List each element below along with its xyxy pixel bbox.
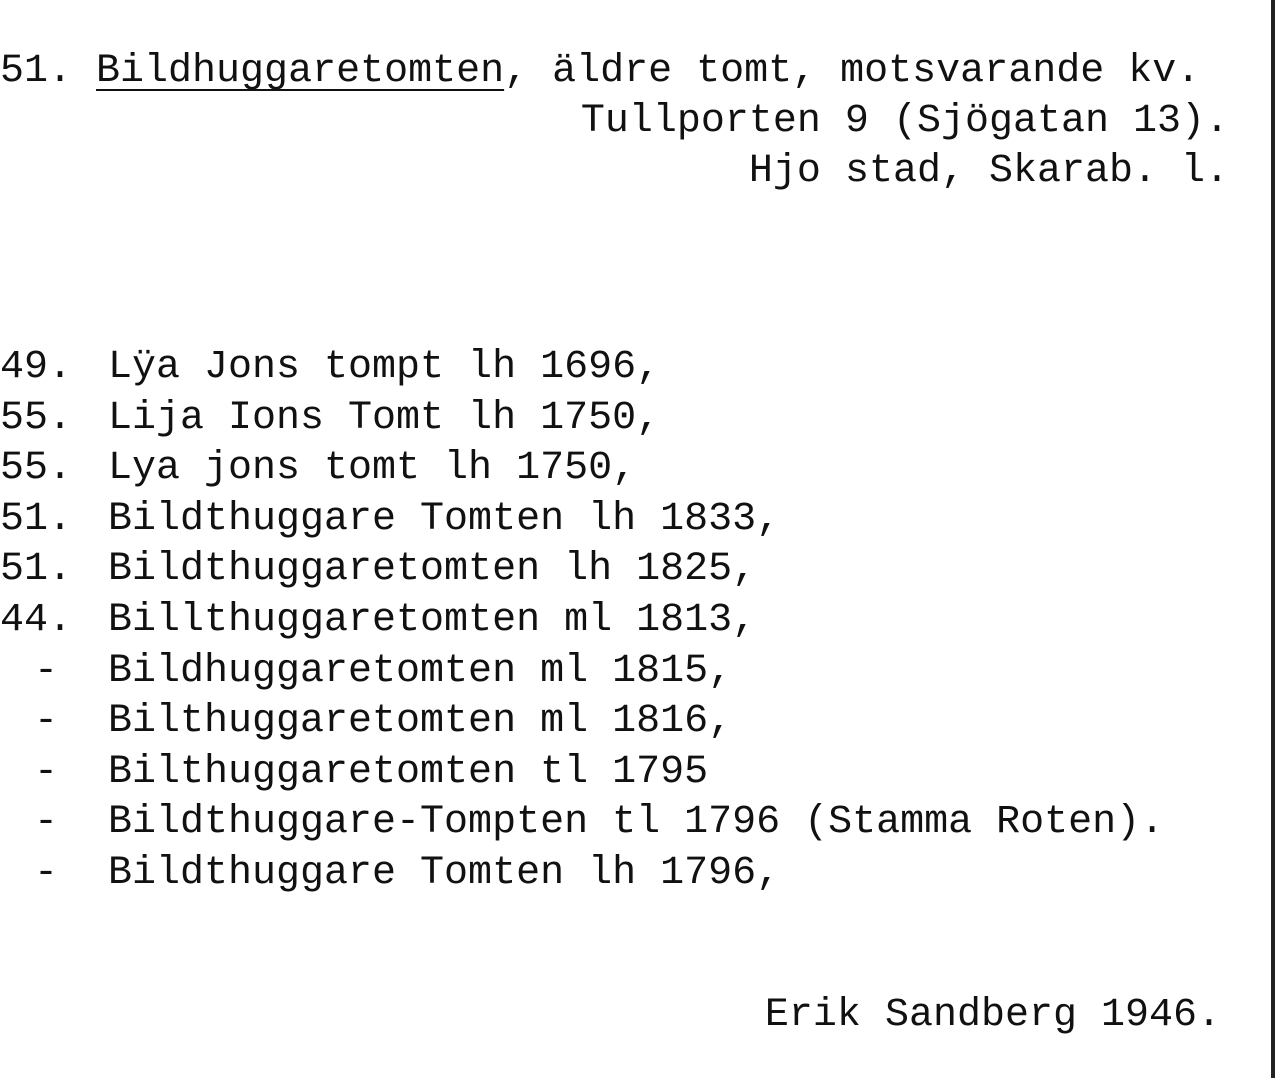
record-heading — [0, 49, 1201, 94]
source-entry — [0, 648, 1164, 703]
entry-number: 55. — [0, 395, 73, 441]
entry-text: Bilthuggaretomten ml 1816, — [108, 699, 733, 745]
source-entry — [0, 749, 1164, 804]
entry-ditto-dash: - — [34, 648, 59, 694]
entry-ditto-dash: - — [34, 850, 59, 896]
entry-number: 49. — [0, 345, 73, 390]
source-entry — [0, 850, 1164, 905]
location-line-2: Hjo stad, Skarab. l. — [748, 149, 1229, 194]
source-entry-list — [0, 345, 1165, 905]
entry-number: 55. — [0, 446, 73, 492]
entry-number: 51. — [0, 496, 73, 542]
entry-text: Bilthuggaretomten tl 1795 — [108, 749, 709, 795]
source-entry — [0, 800, 1165, 854]
entry-text: Bildthuggare-Tompten tl 1796 (Stamma Roten). — [108, 800, 1165, 846]
entry-text: Bildthuggare Tomten lh 1833, — [108, 496, 781, 542]
entry-number: 51. — [0, 547, 73, 593]
entry-text: Lya jons tomt lh 1750, — [108, 446, 637, 492]
source-entry — [0, 496, 1164, 551]
source-entry — [0, 597, 1164, 652]
source-entry — [0, 699, 1164, 753]
entry-text: Lÿa Jons tompt lh 1696, — [108, 345, 661, 390]
entry-text: Bildhuggaretomten ml 1815, — [108, 648, 733, 694]
source-entry — [0, 395, 1164, 450]
record-title: Bildhuggaretomten — [96, 49, 505, 94]
source-entry — [0, 345, 1164, 399]
entry-ditto-dash: - — [34, 800, 59, 846]
entry-ditto-dash: - — [34, 699, 59, 745]
source-entry — [0, 547, 1164, 601]
location-line-1: Tullporten 9 (Sjögatan 13). — [580, 99, 1229, 144]
record-number: 51. — [0, 49, 73, 94]
entry-text: Lija Ions Tomt lh 1750, — [108, 395, 661, 441]
entry-text: Bildthuggaretomten lh 1825, — [108, 547, 757, 593]
entry-text: Billthuggaretomten ml 1813, — [108, 597, 757, 643]
entry-number: 44. — [0, 597, 73, 643]
entry-ditto-dash: - — [34, 749, 59, 795]
record-description: , äldre tomt, motsvarande kv. — [504, 49, 1201, 94]
source-entry — [0, 446, 1164, 500]
signature: Erik Sandberg 1946. — [764, 993, 1221, 1038]
card-edge-border — [1271, 0, 1275, 1078]
entry-text: Bildthuggare Tomten lh 1796, — [108, 850, 781, 896]
